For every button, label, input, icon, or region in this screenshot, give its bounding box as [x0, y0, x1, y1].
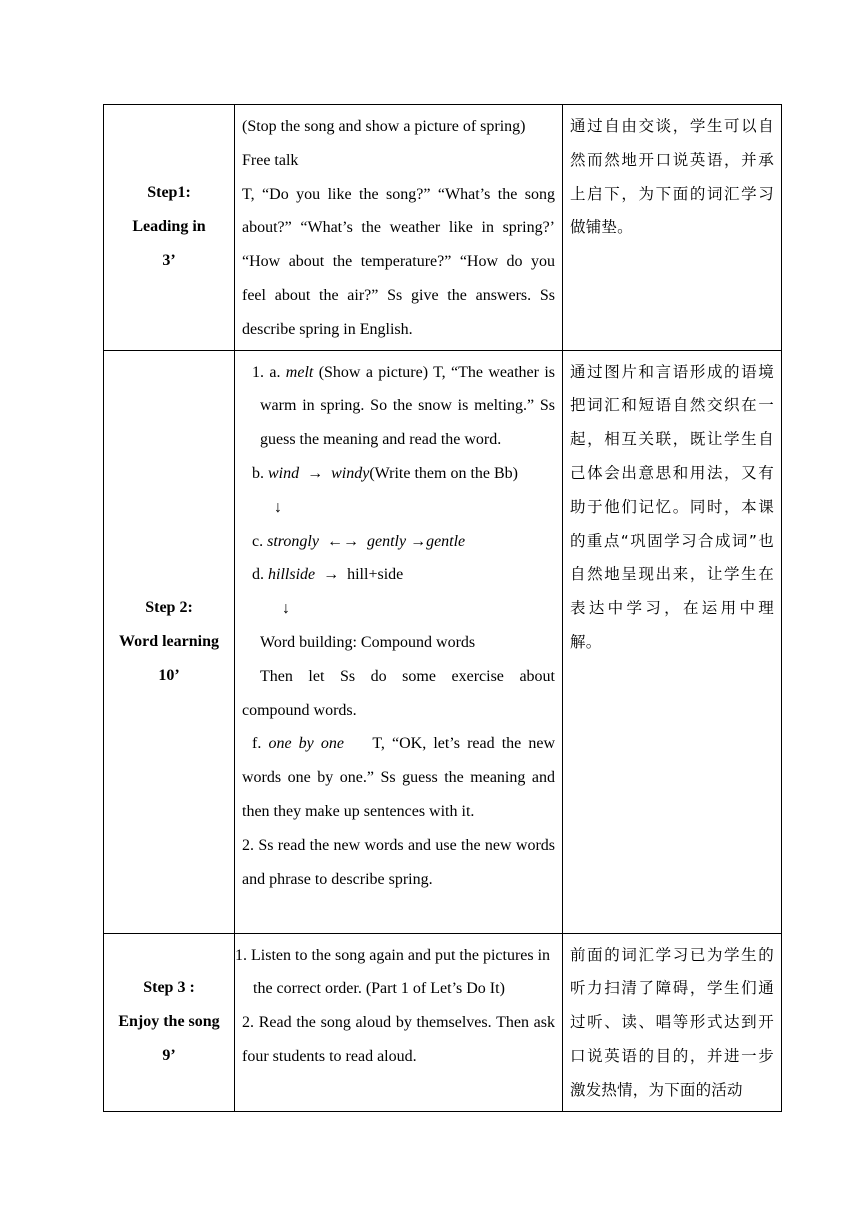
purpose-cell: 前面的词汇学习已为学生的听力扫清了障碍，学生们通过听、读、唱等形式达到开口说英语的目的，并进一步激发热情，为下面的活动 [563, 933, 782, 1111]
lesson-plan-table [103, 104, 782, 1112]
process-cell [235, 105, 563, 351]
vocab-word: melt [285, 363, 314, 381]
step-duration: 9’ [162, 1047, 176, 1065]
step-cell [104, 105, 235, 351]
arrow-right-icon: → [323, 566, 340, 584]
vocab-word: strongly [267, 532, 319, 550]
process-cell [235, 933, 563, 1111]
step-title: Step 2: [145, 598, 193, 616]
process-cell [235, 350, 563, 933]
item-label: d. [252, 566, 268, 584]
item-label: f. [252, 735, 269, 753]
process-item-d [242, 558, 555, 592]
process-item-e2: Then let Ss do some exercise about compound words. [242, 667, 555, 719]
item-label: c. [252, 532, 268, 550]
process-item-2: 2. Read the song aloud by themselves. Then ask four students to read aloud. [242, 1014, 555, 1065]
process-item-2: 2. Ss read the new words and use the new words and phrase to describe spring. [242, 836, 555, 888]
item-text: hill+side [347, 566, 404, 584]
step-duration: 3’ [162, 252, 176, 270]
item-label: 1. a. [252, 363, 286, 381]
process-item-e: Word building: Compound words [260, 633, 476, 651]
step-title: Step 3 : [143, 979, 195, 997]
item-text: T, “OK, let’s read the new words one by one.” Ss guess the meaning and then they make up sentences with it. [242, 735, 556, 820]
table-row [104, 933, 782, 1111]
step-name: Word learning [118, 632, 219, 650]
process-item-b [242, 457, 555, 491]
arrow-down-icon: ↓ [274, 498, 282, 516]
process-item-f [242, 727, 555, 828]
purpose-cell: 通过自由交谈，学生可以自然而然地开口说英语，并承上启下，为下面的词汇学习做铺垫。 [563, 105, 782, 351]
process-line: (Stop the song and show a picture of spring) [242, 118, 526, 135]
arrow-right-icon: → [410, 532, 427, 550]
step-cell [104, 933, 235, 1111]
process-item-1: 1. Listen to the song again and put the pictures in the correct order. (Part 1 of Let’s Do It) [235, 946, 551, 998]
vocab-word: one by one [268, 735, 344, 753]
step-name: Leading in [132, 218, 206, 236]
step-cell [104, 350, 235, 933]
item-text: (Show a picture) T, “The weather is warm in spring. So the snow is melting.” Ss guess the meaning and read the word. [260, 363, 555, 449]
item-label: b. [252, 464, 268, 482]
table-row [104, 105, 782, 351]
process-item-a [242, 356, 555, 457]
process-item-c [242, 525, 555, 559]
vocab-word: windy [331, 464, 370, 482]
purpose-cell: 通过图片和言语形成的语境把词汇和短语自然交织在一起，相互关联，既让学生自己体会出意思和用法，又有助于他们记忆。同时，本课的重点“巩固学习合成词”也自然地呈现出来，让学生在表达中学习，在运用中理解。 [563, 350, 782, 933]
arrow-right-icon: → [307, 464, 324, 482]
vocab-word: wind [268, 464, 300, 482]
step-duration: 10’ [158, 666, 180, 684]
arrow-both-icon: ←→ [326, 532, 359, 550]
arrow-down-icon: ↓ [282, 600, 290, 618]
vocab-word: gentle [426, 532, 466, 550]
step-name: Enjoy the song [118, 1013, 220, 1031]
vocab-word: gently [366, 532, 407, 550]
vocab-word: hillside [268, 566, 316, 584]
process-line: Free talk [242, 151, 299, 169]
step-title: Step1: [147, 184, 191, 202]
item-text: (Write them on the Bb) [369, 464, 518, 482]
process-line: T, “Do you like the song?” “What’s the song about?” “What’s the weather like in spring?’ “How about the temperature?” “How do you feel about the air?” Ss give the answers. Ss describe spring in English. [242, 185, 555, 338]
table-row [104, 350, 782, 933]
